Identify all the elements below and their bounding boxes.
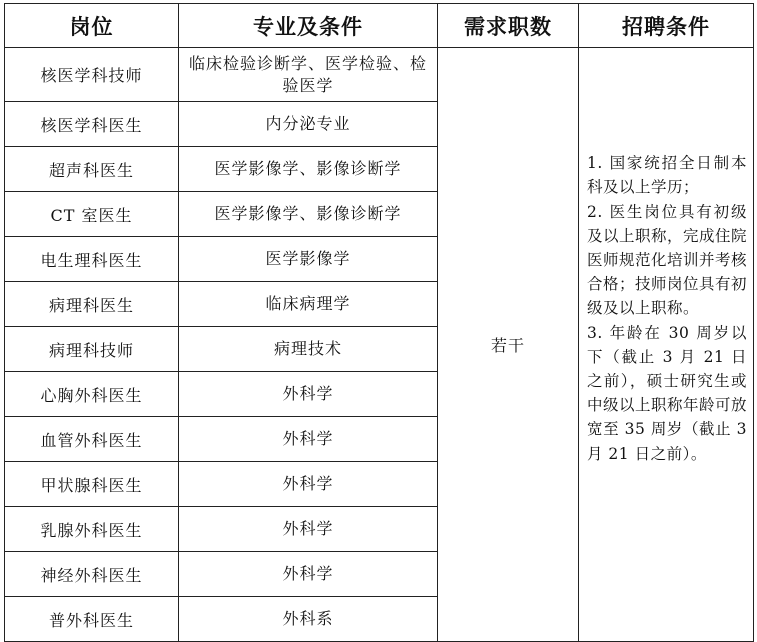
position-cell: 超声科医生 bbox=[5, 147, 179, 192]
major-cell: 临床检验诊断学、医学检验、检验医学 bbox=[179, 48, 438, 102]
major-cell: 外科学 bbox=[179, 372, 438, 417]
header-requirements: 招聘条件 bbox=[579, 4, 754, 48]
requirements-cell bbox=[579, 48, 754, 642]
major-cell: 外科学 bbox=[179, 417, 438, 462]
major-cell: 医学影像学、影像诊断学 bbox=[179, 192, 438, 237]
recruitment-table bbox=[4, 3, 754, 642]
position-cell: 血管外科医生 bbox=[5, 417, 179, 462]
major-cell: 外科学 bbox=[179, 507, 438, 552]
position-cell: 乳腺外科医生 bbox=[5, 507, 179, 552]
position-cell: 神经外科医生 bbox=[5, 552, 179, 597]
count-cell: 若干 bbox=[438, 48, 579, 642]
position-cell: 病理科技师 bbox=[5, 327, 179, 372]
position-cell: 普外科医生 bbox=[5, 597, 179, 642]
major-cell: 医学影像学、影像诊断学 bbox=[179, 147, 438, 192]
major-cell: 外科系 bbox=[179, 597, 438, 642]
major-cell: 外科学 bbox=[179, 552, 438, 597]
position-cell: 电生理科医生 bbox=[5, 237, 179, 282]
position-cell: 核医学科技师 bbox=[5, 48, 179, 102]
position-cell: 甲状腺科医生 bbox=[5, 462, 179, 507]
header-position: 岗位 bbox=[5, 4, 179, 48]
position-cell: 病理科医生 bbox=[5, 282, 179, 327]
header-major: 专业及条件 bbox=[179, 4, 438, 48]
table-row bbox=[5, 48, 754, 102]
requirement-item: 3. 年龄在 30 周岁以下（截止 3 月 21 日之前），硕士研究生或中级以上职称年龄可放宽至 35 周岁（截止 3 月 21 日之前）。 bbox=[587, 323, 748, 463]
major-cell: 内分泌专业 bbox=[179, 102, 438, 147]
requirement-item: 2. 医生岗位具有初级及以上职称，完成住院医师规范化培训并考核合格；技师岗位具有初级及以上职称。 bbox=[587, 202, 748, 318]
position-cell: 核医学科医生 bbox=[5, 102, 179, 147]
header-row bbox=[5, 4, 754, 48]
requirement-item: 1. 国家统招全日制本科及以上学历； bbox=[587, 154, 747, 197]
position-cell: CT 室医生 bbox=[5, 192, 179, 237]
major-cell: 医学影像学 bbox=[179, 237, 438, 282]
header-count: 需求职数 bbox=[438, 4, 579, 48]
major-cell: 病理技术 bbox=[179, 327, 438, 372]
position-cell: 心胸外科医生 bbox=[5, 372, 179, 417]
major-cell: 外科学 bbox=[179, 462, 438, 507]
major-cell: 临床病理学 bbox=[179, 282, 438, 327]
